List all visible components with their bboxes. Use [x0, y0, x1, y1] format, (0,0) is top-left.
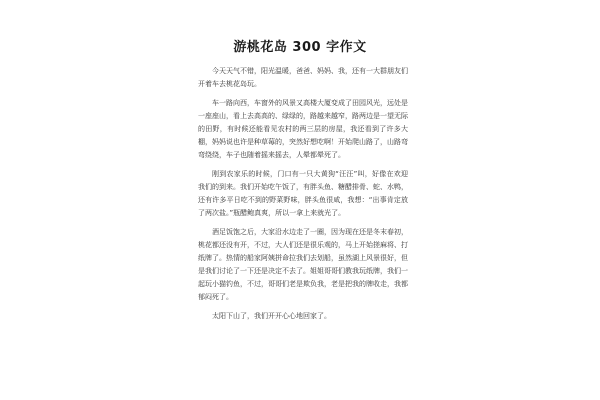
document-title: 游桃花岛 300 字作文 — [233, 40, 367, 55]
essay-paragraph: 酒足饭饱之后，大家沿水边走了一圈，因为现在还是冬末春初，桃花都还没有开，不过，大人们还是很乐观的，马上开始搓麻将、打纸牌了。热情的船家阿姨拼命拉我们去划船，虽然湖上风景很好，但是我们讨论了一下还是决定不去了。姐姐哥哥们教我玩纸牌，我们一起玩小猫钓鱼，不过，哥哥们老是欺负我，老是把我的牌收走，我都郁闷死了。 — [198, 228, 408, 301]
essay-paragraph: 今天天气不错，阳光温暖，爸爸、妈妈、我，还有一大群朋友们开着车去桃花岛玩。 — [198, 67, 408, 88]
essay-paragraph: 车一路向西，车窗外的风景又高楼大厦变成了田园风光，远处是一座座山，看上去高高的、绿绿的，路越来越窄，路两边是一望无际的田野，有时候还能看见农村的两三层的房屋，我还看到了许多大棚，妈妈说也许是种草莓的，突然好想吃啊！开始爬山路了，山路弯弯绕绕，车子也随着摇来摇去，人晕都晕死了。 — [198, 99, 408, 159]
essay-paragraph: 太阳下山了，我们开开心心地回家了。 — [212, 312, 331, 320]
essay-body — [198, 65, 408, 329]
essay-paragraph: 刚到农家乐的时候，门口有一只大黄狗“汪汪”叫，好像在欢迎我们的到来。我们开始吃午饭了，有胖头鱼、糖醋排骨、蛇、水鸭，还有许多平日吃不到的野菜野味，胖头鱼很咸，我想：“出事肯定放了两次盐。”瓶醋鲍真爽，所以一拿上来就光了。 — [198, 170, 408, 217]
